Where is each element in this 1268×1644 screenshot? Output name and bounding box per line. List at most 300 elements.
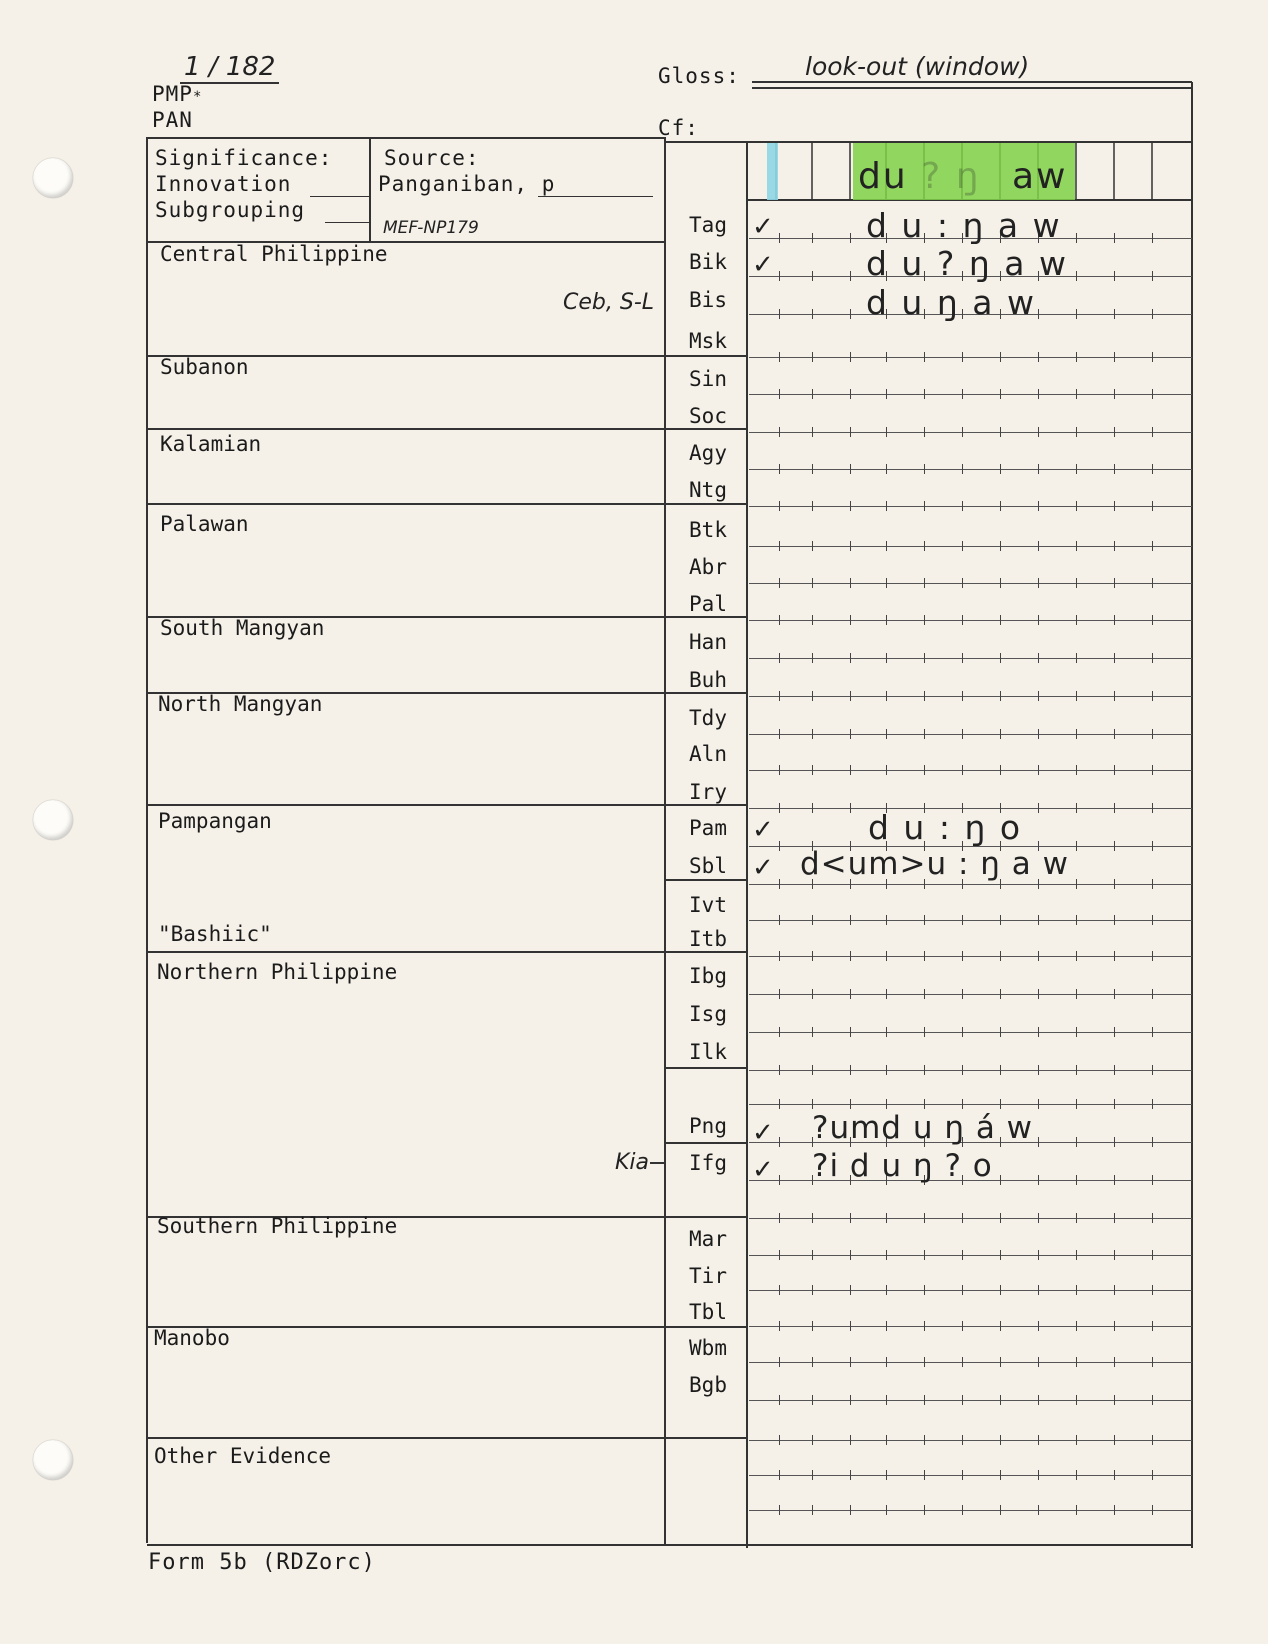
lang-isg: Isg: [689, 1002, 727, 1026]
innovation-label: Innovation: [155, 172, 292, 196]
tick-mark: [779, 1357, 780, 1367]
tick-mark: [1114, 1137, 1115, 1147]
entry-line: [749, 620, 1192, 621]
tick-mark: [1114, 841, 1115, 851]
tick-mark: [1038, 1395, 1039, 1405]
tick-mark: [1000, 389, 1001, 399]
tick-mark: [962, 1321, 963, 1331]
tick-mark: [1114, 803, 1115, 813]
section-other-evidence: Other Evidence: [154, 1444, 332, 1468]
tick-mark: [812, 1099, 813, 1109]
tick-mark: [850, 1395, 851, 1405]
pam-check: ✓: [752, 815, 774, 845]
tick-mark: [1114, 915, 1115, 925]
tick-mark: [779, 765, 780, 775]
tick-mark: [962, 729, 963, 739]
tick-mark: [812, 309, 813, 319]
tick-mark: [1000, 1505, 1001, 1515]
tick-mark: [1114, 309, 1115, 319]
tick-mark: [1114, 1213, 1115, 1223]
tick-mark: [1038, 1099, 1039, 1109]
tick-mark: [886, 501, 887, 511]
tick-mark: [812, 1395, 813, 1405]
tick-mark: [1076, 1357, 1077, 1367]
tick-mark: [886, 1357, 887, 1367]
tick-mark: [779, 578, 780, 588]
tick-mark: [1000, 1213, 1001, 1223]
tick-mark: [924, 352, 925, 362]
tick-mark: [924, 541, 925, 551]
tick-mark: [779, 989, 780, 999]
tick-mark: [850, 765, 851, 775]
tick-mark: [850, 1357, 851, 1367]
gloss-label: Gloss:: [658, 64, 740, 88]
tick-mark: [1076, 541, 1077, 551]
tick-mark: [962, 578, 963, 588]
tick-mark: [924, 1285, 925, 1295]
lang-aln: Aln: [689, 742, 727, 766]
entry-line: [749, 432, 1192, 433]
lang-han: Han: [689, 630, 727, 654]
tick-mark: [1114, 427, 1115, 437]
tick-mark: [924, 1065, 925, 1075]
tick-mark: [924, 1395, 925, 1405]
tick-mark: [812, 464, 813, 474]
tick-mark: [1038, 1357, 1039, 1367]
entry-line: [749, 1255, 1192, 1256]
entry-line: [749, 884, 1192, 885]
tick-mark: [1038, 427, 1039, 437]
central-note: Ceb, S-L: [563, 290, 655, 315]
tag-form: d u : ŋ a w: [866, 206, 1062, 245]
tick-mark: [1076, 1175, 1077, 1185]
tick-mark: [850, 615, 851, 625]
entry-line: [749, 583, 1192, 584]
tick-mark: [1114, 1470, 1115, 1480]
tick-mark: [1038, 803, 1039, 813]
tick-mark: [1000, 1470, 1001, 1480]
tick-mark: [962, 989, 963, 999]
tick-mark: [1076, 653, 1077, 663]
tick-mark: [1038, 951, 1039, 961]
tick-mark: [1076, 1099, 1077, 1109]
tick-mark: [1152, 915, 1153, 925]
tick-mark: [962, 691, 963, 701]
tick-mark: [1114, 271, 1115, 281]
tick-mark: [812, 915, 813, 925]
tick-mark: [1152, 1435, 1153, 1445]
tick-mark: [886, 653, 887, 663]
tick-mark: [1076, 233, 1077, 243]
section-northern-philippine: Northern Philippine: [157, 960, 398, 984]
tick-mark: [812, 1285, 813, 1295]
tick-mark: [886, 352, 887, 362]
tick-mark: [1152, 501, 1153, 511]
tick-mark: [1038, 1027, 1039, 1037]
tick-mark: [924, 1435, 925, 1445]
tick-mark: [924, 578, 925, 588]
tick-mark: [850, 1505, 851, 1515]
tick-mark: [1076, 578, 1077, 588]
pmp-text: PMP: [152, 82, 193, 106]
tick-mark: [1076, 915, 1077, 925]
tick-mark: [850, 803, 851, 813]
tick-mark: [1152, 464, 1153, 474]
tick-mark: [812, 1065, 813, 1075]
tick-mark: [886, 729, 887, 739]
northern-note: Kia: [615, 1150, 650, 1175]
source-ref: MEF-NP179: [383, 218, 479, 238]
lang-mar: Mar: [689, 1227, 727, 1251]
lang-bis: Bis: [689, 288, 727, 312]
tick-mark: [779, 1065, 780, 1075]
tick-mark: [779, 879, 780, 889]
tick-mark: [1152, 1395, 1153, 1405]
lang-buh: Buh: [689, 668, 727, 692]
tick-mark: [886, 989, 887, 999]
tick-mark: [779, 691, 780, 701]
tick-mark: [850, 309, 851, 319]
tick-mark: [1152, 765, 1153, 775]
tick-mark: [850, 691, 851, 701]
tick-mark: [1114, 653, 1115, 663]
entry-line: [749, 546, 1192, 547]
tick-mark: [1076, 1065, 1077, 1075]
tick-mark: [779, 915, 780, 925]
lang-agy: Agy: [689, 441, 727, 465]
tick-mark: [1152, 1099, 1153, 1109]
lang-png: Png: [689, 1114, 727, 1138]
tick-mark: [1152, 1321, 1153, 1331]
tick-mark: [1000, 729, 1001, 739]
section-subanon: Subanon: [160, 355, 249, 379]
entry-line: [749, 357, 1192, 358]
tick-mark: [886, 1321, 887, 1331]
lang-msk: Msk: [689, 329, 727, 353]
tick-mark: [1000, 653, 1001, 663]
tick-mark: [1076, 1505, 1077, 1515]
gloss-value: look-out (window): [805, 52, 1030, 81]
tick-mark: [1152, 1175, 1153, 1185]
tick-mark: [1152, 841, 1153, 851]
tick-mark: [1038, 653, 1039, 663]
tick-mark: [1038, 1321, 1039, 1331]
tick-mark: [1114, 578, 1115, 588]
tick-mark: [1152, 1357, 1153, 1367]
tick-mark: [962, 1065, 963, 1075]
tick-mark: [1114, 1027, 1115, 1037]
tick-mark: [1114, 1175, 1115, 1185]
form-footer: Form 5b (RDZorc): [148, 1550, 376, 1575]
section-south-mangyan: South Mangyan: [160, 616, 325, 640]
tick-mark: [1114, 989, 1115, 999]
tick-mark: [1000, 765, 1001, 775]
tick-mark: [779, 352, 780, 362]
segment-glottal: ?: [921, 156, 943, 197]
tick-mark: [779, 1321, 780, 1331]
tick-mark: [886, 1213, 887, 1223]
tick-mark: [779, 1175, 780, 1185]
tick-mark: [1038, 389, 1039, 399]
tick-mark: [779, 464, 780, 474]
tick-mark: [886, 765, 887, 775]
tick-mark: [1000, 541, 1001, 551]
section-palawan: Palawan: [160, 512, 249, 536]
tick-mark: [924, 1250, 925, 1260]
tick-mark: [962, 1505, 963, 1515]
section-southern-philippine: Southern Philippine: [157, 1214, 398, 1238]
tick-mark: [962, 765, 963, 775]
tick-mark: [1114, 1505, 1115, 1515]
tick-mark: [812, 578, 813, 588]
tick-mark: [779, 1250, 780, 1260]
tick-mark: [850, 1435, 851, 1445]
tick-mark: [962, 464, 963, 474]
tick-mark: [962, 1470, 963, 1480]
tick-mark: [1076, 309, 1077, 319]
tick-mark: [886, 615, 887, 625]
tick-mark: [1000, 464, 1001, 474]
tick-mark: [1152, 1137, 1153, 1147]
tick-mark: [1038, 501, 1039, 511]
tick-mark: [1076, 615, 1077, 625]
entry-line: [749, 1326, 1192, 1327]
tick-mark: [1114, 1357, 1115, 1367]
tick-mark: [962, 1435, 963, 1445]
section-central-philippine: Central Philippine: [160, 242, 388, 266]
tick-mark: [1152, 803, 1153, 813]
tick-mark: [886, 427, 887, 437]
tick-mark: [850, 1027, 851, 1037]
tick-mark: [924, 653, 925, 663]
tick-mark: [812, 541, 813, 551]
subgrouping-label: Subgrouping: [155, 198, 306, 222]
entry-line: [749, 994, 1192, 995]
tick-mark: [812, 427, 813, 437]
tick-mark: [1038, 464, 1039, 474]
tick-mark: [1038, 765, 1039, 775]
lang-itb: Itb: [689, 927, 727, 951]
tick-mark: [886, 389, 887, 399]
tick-mark: [1114, 1250, 1115, 1260]
tick-mark: [1114, 615, 1115, 625]
tick-mark: [812, 1027, 813, 1037]
tick-mark: [779, 1099, 780, 1109]
tick-mark: [924, 1213, 925, 1223]
tick-mark: [886, 1395, 887, 1405]
tick-mark: [962, 1285, 963, 1295]
tick-mark: [1076, 803, 1077, 813]
entry-line: [749, 1475, 1192, 1476]
tick-mark: [1076, 1285, 1077, 1295]
tick-mark: [1152, 1505, 1153, 1515]
tick-mark: [812, 271, 813, 281]
section-pampangan: Pampangan: [158, 809, 272, 833]
tick-mark: [886, 578, 887, 588]
entry-line: [749, 1440, 1192, 1441]
tick-mark: [1076, 464, 1077, 474]
tick-mark: [1114, 729, 1115, 739]
tick-mark: [1038, 915, 1039, 925]
tick-mark: [1038, 1470, 1039, 1480]
tick-mark: [1152, 578, 1153, 588]
tick-mark: [1114, 951, 1115, 961]
lang-soc: Soc: [689, 404, 727, 428]
tick-mark: [1076, 1213, 1077, 1223]
tick-mark: [1000, 352, 1001, 362]
entry-line: [749, 1400, 1192, 1401]
tick-mark: [1152, 691, 1153, 701]
tick-mark: [1000, 1357, 1001, 1367]
tick-mark: [1114, 541, 1115, 551]
tick-mark: [1152, 1285, 1153, 1295]
pam-form: d u : ŋ o: [868, 808, 1023, 847]
tick-mark: [1038, 615, 1039, 625]
tick-mark: [886, 691, 887, 701]
tick-mark: [779, 501, 780, 511]
cf-label: Cf:: [658, 116, 699, 140]
tick-mark: [850, 352, 851, 362]
ifg-check: ✓: [752, 1155, 774, 1185]
tick-mark: [1038, 352, 1039, 362]
lang-bik: Bik: [689, 250, 727, 274]
tick-mark: [924, 1470, 925, 1480]
tick-mark: [962, 1027, 963, 1037]
tick-mark: [1038, 729, 1039, 739]
tick-mark: [812, 1213, 813, 1223]
tick-mark: [1038, 1137, 1039, 1147]
tick-mark: [850, 951, 851, 961]
entry-line: [749, 1362, 1192, 1363]
tick-mark: [1152, 271, 1153, 281]
tick-mark: [962, 352, 963, 362]
bik-check: ✓: [752, 250, 774, 280]
lang-ifg: Ifg: [689, 1151, 727, 1175]
tick-mark: [1152, 427, 1153, 437]
tick-mark: [1114, 1435, 1115, 1445]
tick-mark: [1114, 1065, 1115, 1075]
tick-mark: [1076, 427, 1077, 437]
entry-line: [749, 469, 1192, 470]
tick-mark: [850, 1285, 851, 1295]
tick-mark: [779, 803, 780, 813]
tick-mark: [924, 729, 925, 739]
tick-mark: [850, 653, 851, 663]
tick-mark: [850, 915, 851, 925]
tick-mark: [1114, 352, 1115, 362]
tick-mark: [1038, 1505, 1039, 1515]
tick-mark: [1152, 729, 1153, 739]
tick-mark: [812, 803, 813, 813]
tick-mark: [1076, 1027, 1077, 1037]
tick-mark: [812, 729, 813, 739]
entry-line: [749, 1032, 1192, 1033]
section-manobo: Manobo: [154, 1326, 230, 1350]
tick-mark: [1000, 951, 1001, 961]
source-value: Panganiban, p: [378, 172, 556, 196]
reconstruction-segments: [858, 156, 1068, 197]
tick-mark: [924, 691, 925, 701]
lang-iry: Iry: [689, 780, 727, 804]
tick-mark: [886, 1250, 887, 1260]
tick-mark: [812, 989, 813, 999]
entry-line: [749, 734, 1192, 735]
entry-line: [749, 506, 1192, 507]
lang-tir: Tir: [689, 1264, 727, 1288]
section-bashiic: "Bashiic": [158, 922, 272, 946]
tick-mark: [1114, 1099, 1115, 1109]
tick-mark: [779, 1027, 780, 1037]
entry-line: [749, 1290, 1192, 1291]
tick-mark: [1076, 951, 1077, 961]
lang-wbm: Wbm: [689, 1336, 727, 1360]
bis-form: d u ŋ a w: [866, 283, 1036, 322]
tick-mark: [812, 1357, 813, 1367]
tick-mark: [924, 1321, 925, 1331]
tick-mark: [812, 1435, 813, 1445]
tick-mark: [1114, 389, 1115, 399]
tick-mark: [779, 1505, 780, 1515]
tick-mark: [924, 1357, 925, 1367]
tick-mark: [850, 271, 851, 281]
tick-mark: [1076, 1470, 1077, 1480]
tick-mark: [1152, 541, 1153, 551]
tick-mark: [1076, 352, 1077, 362]
tick-mark: [1038, 989, 1039, 999]
tick-mark: [924, 951, 925, 961]
lang-tdy: Tdy: [689, 706, 727, 730]
segment-u: u: [882, 156, 908, 197]
tick-mark: [1114, 1285, 1115, 1295]
tick-mark: [812, 653, 813, 663]
tick-mark: [812, 352, 813, 362]
tick-mark: [1152, 309, 1153, 319]
tick-mark: [1000, 1395, 1001, 1405]
entry-line: [749, 956, 1192, 957]
segment-w: w: [1036, 156, 1068, 197]
entry-line: [749, 920, 1192, 921]
ifg-form: ?i d u ŋ ? o: [812, 1148, 993, 1184]
tick-mark: [1000, 691, 1001, 701]
tick-mark: [962, 501, 963, 511]
tick-mark: [1114, 501, 1115, 511]
tick-mark: [850, 233, 851, 243]
tick-mark: [1152, 989, 1153, 999]
tick-mark: [1038, 691, 1039, 701]
tick-mark: [1038, 578, 1039, 588]
tick-mark: [1076, 271, 1077, 281]
tick-mark: [924, 915, 925, 925]
tick-mark: [924, 501, 925, 511]
tick-mark: [1114, 691, 1115, 701]
tick-mark: [1152, 1213, 1153, 1223]
entry-line: [749, 1510, 1192, 1511]
tick-mark: [1000, 615, 1001, 625]
lang-bgb: Bgb: [689, 1373, 727, 1397]
source-label: Source:: [384, 146, 480, 170]
bik-form: d u ? ŋ a w: [866, 244, 1068, 283]
entry-line: [749, 770, 1192, 771]
tick-mark: [1038, 1065, 1039, 1075]
tick-mark: [779, 729, 780, 739]
tick-mark: [924, 464, 925, 474]
tick-mark: [886, 1065, 887, 1075]
tick-mark: [924, 389, 925, 399]
lang-tbl: Tbl: [689, 1300, 727, 1324]
tick-mark: [1076, 691, 1077, 701]
tick-mark: [1152, 352, 1153, 362]
tick-mark: [962, 951, 963, 961]
